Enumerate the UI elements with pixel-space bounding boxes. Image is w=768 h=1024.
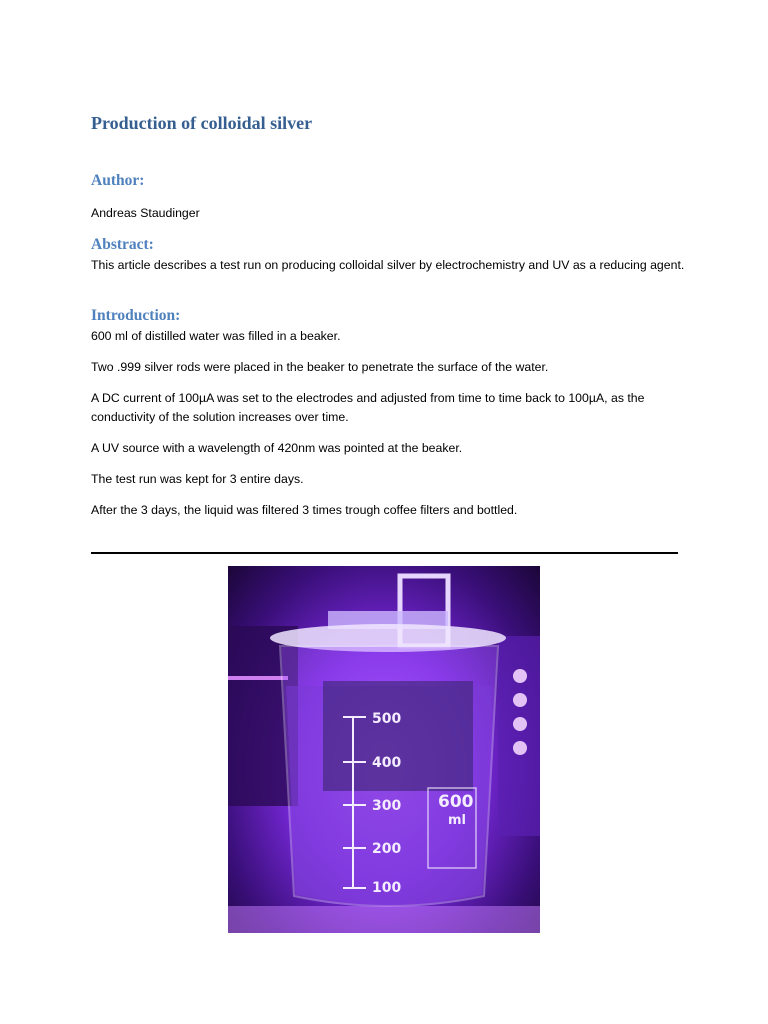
author-name: Andreas Staudinger (91, 206, 200, 220)
intro-paragraph-2: Two .999 silver rods were placed in the beaker to penetrate the surface of the water. (91, 360, 549, 374)
intro-paragraph-1: 600 ml of distilled water was filled in a beaker. (91, 329, 341, 343)
intro-paragraph-4: A UV source with a wavelength of 420nm was pointed at the beaker. (91, 441, 463, 455)
beaker-illustration (228, 566, 540, 933)
beaker-unit: ml (448, 813, 467, 828)
intro-paragraph-3: A DC current of 100µA was set to the electrodes and adjusted from time to time back to 100µA, as the conductivity of the solution increases over time. (91, 391, 645, 424)
mark-100: 100 (372, 880, 402, 896)
mark-400: 400 (372, 755, 402, 771)
intro-paragraph-5: The test run was kept for 3 entire days. (91, 472, 304, 486)
mark-500: 500 (372, 711, 402, 727)
author-heading: Author: (91, 172, 145, 189)
abstract-heading: Abstract: (91, 236, 154, 253)
abstract-text: This article describes a test run on producing colloidal silver by electrochemistry and UV as a reducing agent. (91, 258, 685, 272)
beaker-photo (228, 566, 540, 933)
document-title: Production of colloidal silver (91, 113, 313, 133)
introduction-heading: Introduction: (91, 307, 181, 324)
horizontal-rule (91, 552, 678, 554)
beaker-capacity: 600 (438, 792, 474, 812)
mark-300: 300 (372, 798, 402, 814)
intro-paragraph-6: After the 3 days, the liquid was filtered 3 times trough coffee filters and bottled. (91, 503, 518, 517)
mark-200: 200 (372, 841, 402, 857)
